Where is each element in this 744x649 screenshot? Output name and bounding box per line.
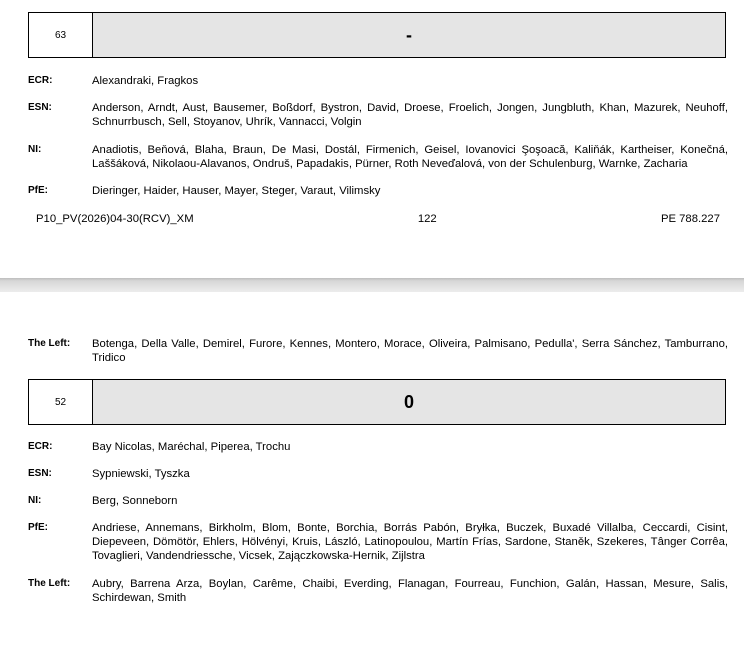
- group-members: Anderson, Arndt, Aust, Bausemer, Boßdorf, Bystron, David, Droese, Froelich, Jongen, Jungbluth, Khan, Mazurek, Neuhoff, Schnurrbusch, Sell, Stoyanov, Uhrík, Vannacci, Volgin: [92, 102, 728, 128]
- document-page-2: [0, 292, 744, 649]
- page-number: 122: [417, 213, 437, 225]
- group-the-left: [28, 337, 728, 365]
- page-footer: [36, 213, 720, 225]
- vote-result: -: [93, 13, 725, 57]
- group-name: ECR:: [28, 75, 53, 86]
- group-members: Anadiotis, Beňová, Blaha, Braun, De Masi, Dostál, Firmenich, Geisel, Iovanovici Şoşoacă, Kaliňák, Kartheiser, Konečná, Laššáková, Nikolaou-Alavanos, Ondruš, Papadakis, Pürner, Roth Neveďalová, von der Schulenburg, Warnke, Zacharia: [92, 144, 728, 170]
- vote-result: 0: [93, 380, 725, 424]
- group-pfe: [28, 184, 728, 198]
- group-members: Dieringer, Haider, Hauser, Mayer, Steger, Varaut, Vilimsky: [92, 185, 381, 197]
- group-esn: [28, 467, 728, 481]
- vote-count: 63: [29, 13, 93, 57]
- document-reference: P10_PV(2026)04-30(RCV)_XM: [36, 213, 194, 225]
- group-the-left: [28, 577, 728, 605]
- group-name: PfE:: [28, 522, 48, 533]
- group-name: The Left:: [28, 338, 71, 349]
- group-members: Aubry, Barrena Arza, Boylan, Carême, Chaibi, Everding, Flanagan, Fourreau, Funchion, Galán, Hassan, Mesure, Salis, Schirdewan, Smith: [92, 578, 728, 604]
- group-ni: [28, 494, 728, 508]
- group-name: NI:: [28, 144, 42, 155]
- pe-number: PE 788.227: [660, 213, 720, 225]
- group-name: ECR:: [28, 441, 53, 452]
- group-name: NI:: [28, 495, 42, 506]
- group-name: ESN:: [28, 102, 52, 113]
- vote-count: 52: [29, 380, 93, 424]
- group-name: ESN:: [28, 468, 52, 479]
- document-page-1: [0, 0, 744, 278]
- group-members: Botenga, Della Valle, Demirel, Furore, Kennes, Montero, Morace, Oliveira, Palmisano, Pedulla', Serra Sánchez, Tamburrano, Tridico: [92, 338, 728, 364]
- vote-result-box: [28, 379, 726, 425]
- group-members: Berg, Sonneborn: [92, 495, 178, 507]
- group-esn: [28, 101, 728, 129]
- group-ecr: [28, 74, 728, 88]
- group-members: Bay Nicolas, Maréchal, Piperea, Trochu: [92, 441, 291, 453]
- group-pfe: [28, 521, 728, 563]
- group-members: Alexandraki, Fragkos: [92, 75, 199, 87]
- vote-result-box: [28, 12, 726, 58]
- group-ni: [28, 143, 728, 171]
- group-ecr: [28, 440, 728, 454]
- group-name: PfE:: [28, 185, 48, 196]
- page-separator: [0, 278, 744, 292]
- group-members: Andriese, Annemans, Birkholm, Blom, Bonte, Borchia, Borrás Pabón, Bryłka, Buczek, Buxadé Villalba, Ceccardi, Cisint, Diepeveen, Dömötör, Ehlers, Hölvényi, Kruis, László, Latinopoulou, Martín Frías, Sardone, Staněk, Szekeres, Tânger Corrêa, Tovaglieri, Vandendriessche, Vicsek, Zajączkowska-Hernik, Zijlstra: [92, 522, 728, 562]
- group-members: Sypniewski, Tyszka: [92, 468, 190, 480]
- group-name: The Left:: [28, 578, 71, 589]
